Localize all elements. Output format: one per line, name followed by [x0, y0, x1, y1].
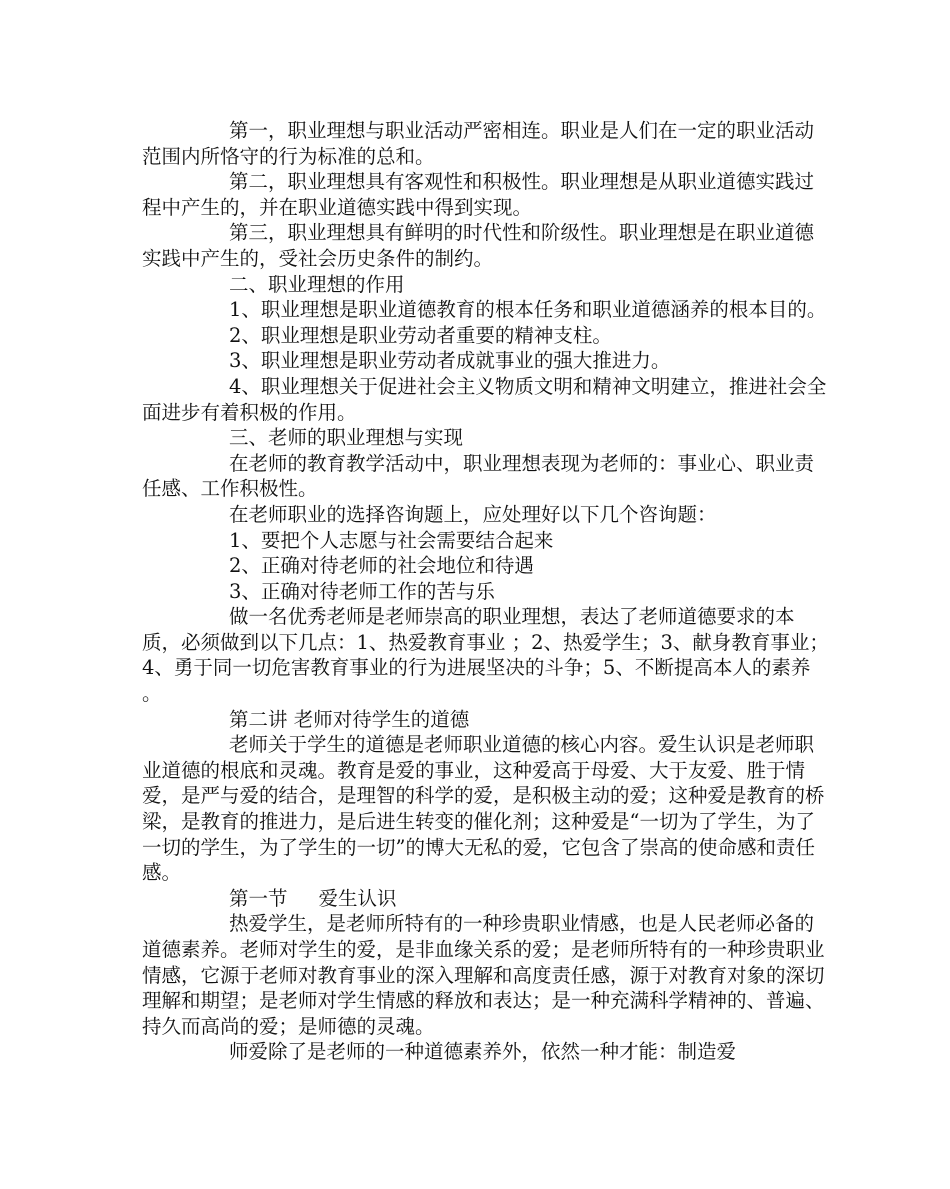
- paragraph-feature-2: 第二，职业理想具有客观性和积极性。职业理想是从职业道德实践过程中产生的，并在职业道德实践中得到实现。: [142, 170, 815, 219]
- paragraph-student-ethics: 老师关于学生的道德是老师职业道德的核心内容。爱生认识是老师职业道德的根底和灵魂。教育是爱的事业，这种爱高于母爱、大于友爱、胜于情爱，是严与爱的结合，是理智的科学的爱，是积极主动的爱；这种爱是教育的桥梁，是教育的推进力，是后进生转变的催化剂；这种爱是“一切为了学生，为了一切的学生，为了学生的一切”的博大无私的爱，它包含了崇高的使命感和责任感。: [142, 733, 825, 885]
- paragraph-teacher-love: 师爱除了是老师的一种道德素养外，依然一种才能：制造爱: [229, 1040, 737, 1064]
- paragraph-excellent-teacher: 做一名优秀老师是老师崇高的职业理想，表达了老师道德要求的本质，必须做到以下几点：1、热爱教育事业 ；2、热爱学生；3、献身教育事业；4、勇于同一切危害教育事业的行为进展坚决的斗争；5、不断提高本人的素养 。: [142, 605, 829, 706]
- list-item-choice-3: 3、正确对待老师工作的苦与乐: [229, 579, 495, 603]
- list-item-role-2: 2、职业理想是职业劳动者重要的精神支柱。: [229, 323, 612, 347]
- lecture-heading: 第二讲 老师对待学生的道德: [229, 707, 470, 731]
- paragraph-choice-issues: 在老师职业的选择咨询题上，应处理好以下几个咨询题：: [229, 502, 717, 526]
- document-page: [142, 118, 832, 1065]
- list-item-role-4: 4、职业理想关于促进社会主义物质文明和精神文明建立，推进社会全面进步有着积极的作用。: [142, 374, 827, 424]
- paragraph-feature-3: 第三，职业理想具有鲜明的时代性和阶级性。职业理想是在职业道德实践中产生的，受社会历史条件的制约。: [142, 221, 815, 270]
- section-heading-love-students: 第一节 爱生认识: [229, 886, 397, 910]
- list-item-choice-2: 2、正确对待老师的社会地位和待遇: [229, 554, 534, 578]
- section-heading-role: 二、职业理想的作用: [229, 272, 405, 296]
- list-item-role-3: 3、职业理想是职业劳动者成就事业的强大推进力。: [229, 349, 671, 373]
- paragraph-feature-1: 第一，职业理想与职业活动严密相连。职业是人们在一定的职业活动范围内所恪守的行为标准的总和。: [142, 119, 815, 168]
- paragraph-teacher-ideal: 在老师的教育教学活动中，职业理想表现为老师的：事业心、职业责任感、工作积极性。: [142, 451, 815, 501]
- section-heading-teacher-ideal: 三、老师的职业理想与实现: [229, 426, 464, 450]
- list-item-role-1: 1、职业理想是职业道德教育的根本任务和职业道德涵养的根本目的。: [229, 298, 827, 322]
- paragraph-love-students: 热爱学生，是老师所特有的一种珍贵职业情感，也是人民老师必备的道德素养。老师对学生的爱，是非血缘关系的爱；是老师所特有的一种珍贵职业情感，它源于老师对教育事业的深入理解和高度责任感，源于对教育对象的深切理解和期望；是老师对学生情感的释放和表达；是一种充满科学精神的、普遍、持久而高尚的爱；是师德的灵魂。: [142, 912, 825, 1038]
- list-item-choice-1: 1、要把个人志愿与社会需要结合起来: [229, 528, 554, 552]
